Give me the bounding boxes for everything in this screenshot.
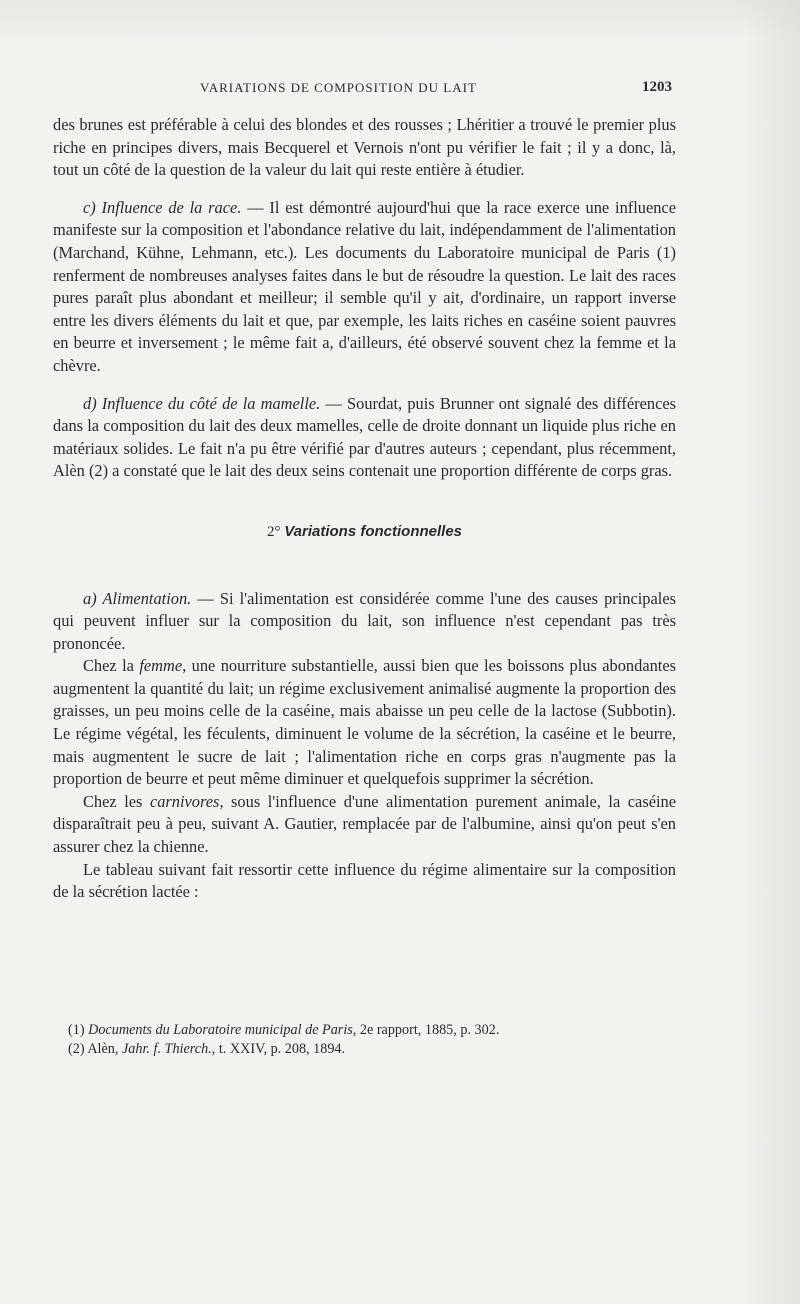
section-heading [53,521,676,544]
running-title: VARIATIONS DE COMPOSITION DU LAIT [200,80,477,95]
footnote-2-mark: (2) [68,1041,88,1057]
paragraph-mamelle-body: — Sourdat, puis Brunner ont signalé des différences dans la composition du lait des deux mamelles, celle de droite donnant un liquide plus riche en matériaux solides. Le fait n'a pu être vérifié par d'autres auteurs ; cependant, plus récemment, Alèn (2) a constaté que le lait des deux seins contenait une proportion différente de corps gras. [53,393,676,481]
paragraph-femme [53,655,676,791]
page-number: 1203 [642,79,672,95]
footnote-1-rest: , 2e rapport, 1885, p. 302. [352,1022,500,1038]
body-text [53,114,676,904]
paragraph-femme-post: , une nourriture substantielle, aussi bien que les boissons plus abondantes augmentent la quantité du lait; un régime exclusivement animalisé augmente la proportion des graisses, un peu moins celle de la caséine, mais abaisse un peu celle de la lactose (Subbotin). Le régime végétal, les féculents, diminuent le volume de la sécrétion, la caséine et le beurre, mais augmentent le sucre de lait ; l'alimentation riche en corps gras n'augmente pas la proportion de beurre et peut même diminuer et quelquefois supprimer la sécrétion. [53,656,677,789]
paragraph-intro: des brunes est préférable à celui des blondes et des rousses ; Lhéritier a trouvé le premier plus riche en principes divers, mais Becquerel et Vernois n'ont pu vérifier le fait ; il y a donc, là, tout un côté de la question de la valeur du lait qui reste entière à étudier. [53,115,676,180]
footnote-2 [68,1040,668,1059]
paragraph-femme-pre: Chez la [83,656,140,676]
paragraph-mamelle-heading: d) Influence du côté de la mamelle. [83,393,321,413]
page-header [50,80,672,102]
paragraph-carnivores-pre: Chez les [83,791,150,811]
footnotes [68,1021,668,1059]
paragraph-race [53,197,676,378]
paragraph-carnivores [53,791,676,859]
footnote-1 [68,1021,668,1040]
footnote-1-title: Documents du Laboratoire municipal de Paris [88,1022,353,1038]
paragraph-race-body: — Il est démontré aujourd'hui que la race exerce une influence manifeste sur la composition et l'abondance relative du lait, indépendamment de l'alimentation (Marchand, Kühne, Lehmann, etc.). Les documents du Laboratoire municipal de Paris (1) renferment de nombreuses analyses faites dans le but de résoudre la question. Le lait des races pures paraît plus abondant et meilleur; il semble qu'il y ait, d'ordinaire, un rapport inverse entre les divers éléments du lait et que, par exemple, les laits riches en caséine soient pauvres en beurre et inversement ; le même fait a, d'ailleurs, été observé souvent chez la femme et la chèvre. [53,197,676,375]
section-number: 2° [266,523,281,540]
paragraph-carnivores-em: carnivores [149,791,220,811]
footnote-2-rest: , t. XXIV, p. 208, 1894. [211,1041,346,1057]
paragraph-femme-em: femme [139,656,183,676]
paragraph-carnivores-post: , sous l'influence d'une alimentation purement animale, la caséine disparaîtrait peu à peu, suivant A. Gautier, remplacée par de l'albumine, ainsi qu'on peut s'en assurer chez la chienne. [53,791,676,857]
paragraph-mamelle [53,393,676,483]
footnote-1-mark: (1) [68,1022,89,1038]
paragraph-alimentation-heading: a) Alimentation. [83,588,192,608]
section-title: Variations fonctionnelles [284,522,463,540]
footnote-2-title: Jahr. f. Thierch. [122,1041,212,1057]
paragraph-alimentation-body: — Si l'alimentation est considérée comme l'une des causes principales qui peuvent influer sur la composition du lait, son influence n'est cependant pas très prononcée. [53,588,676,653]
footnote-2-author: Alèn, [87,1041,122,1057]
paragraph-alimentation [53,588,676,656]
page-edge-shadow-right [740,0,800,1304]
paragraph-tableau: Le tableau suivant fait ressortir cette influence du régime alimentaire sur la composition de la sécrétion lactée : [53,859,676,902]
paragraph-race-heading: c) Influence de la race. [83,197,242,217]
page-edge-shadow-top [0,0,800,40]
